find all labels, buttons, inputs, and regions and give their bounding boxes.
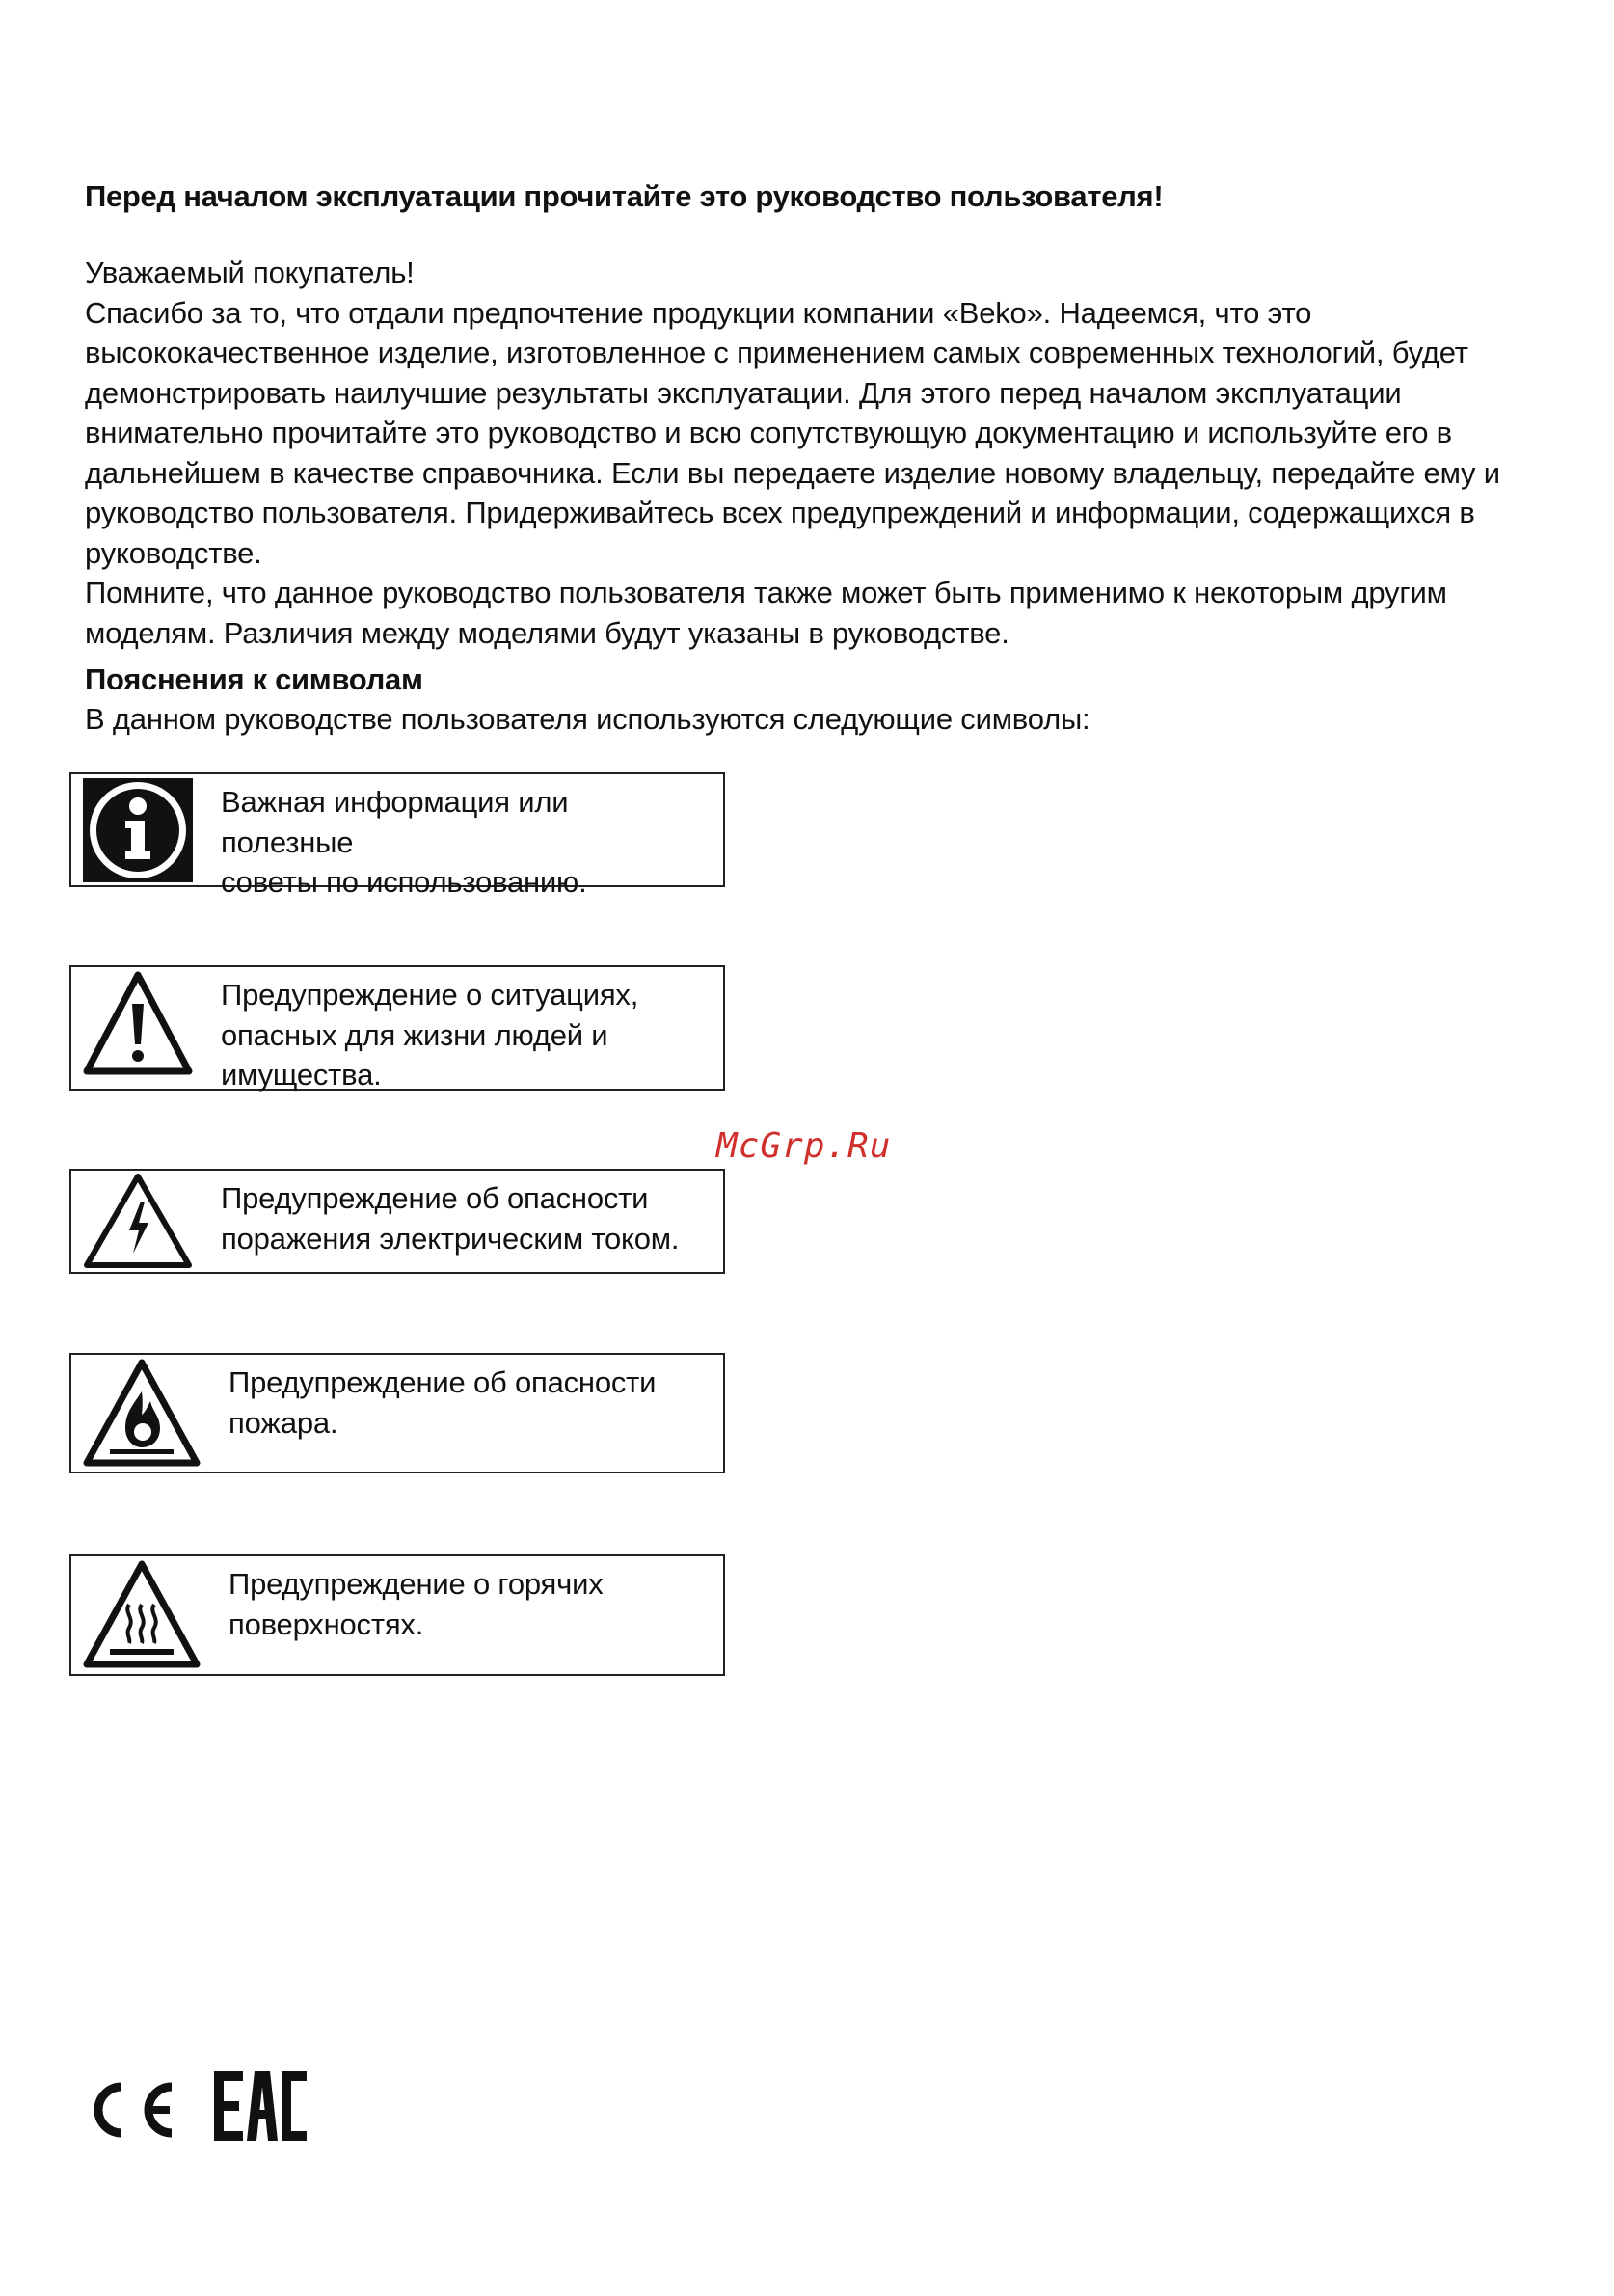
intro-paragraph-2: Помните, что данное руководство пользователя также может быть применимо к некоторым другим моделям. Различия между моделями будут указаны в руководстве.: [85, 576, 1447, 650]
greeting: Уважаемый покупатель!: [85, 256, 415, 289]
symbol-box-electric: [69, 1169, 725, 1274]
symbols-section-description: В данном руководстве пользователя используются следующие символы:: [85, 702, 1090, 736]
info-icon: [83, 778, 193, 887]
intro-section: [85, 253, 1512, 653]
symbol-text-fire: Предупреждение об опасности пожара.: [229, 1365, 657, 1440]
hot-surface-icon: [83, 1560, 201, 1675]
symbol-box-warning: [69, 965, 725, 1091]
watermark: McGrp.Ru: [716, 1126, 892, 1166]
symbol-text-electric: Предупреждение об опасности поражения электрическим током.: [221, 1181, 680, 1256]
symbol-text-info: Важная информация или полезные советы по использованию.: [221, 785, 587, 899]
electric-shock-icon: [83, 1173, 193, 1276]
symbols-section-title: Пояснения к символам: [85, 662, 423, 696]
page-heading: Перед началом эксплуатации прочитайте это руководство пользователя!: [85, 179, 1164, 213]
certification-marks: [81, 2066, 322, 2147]
symbol-box-fire: [69, 1353, 725, 1473]
intro-paragraph-1: Спасибо за то, что отдали предпочтение продукции компании «Beko». Надеемся, что это высококачественное изделие, изготовленное с применением самых современных технологий, будет демонстрировать наилучшие результаты эксплуатации. Для этого перед началом эксплуатации внимательно прочитайте это руководство и всю сопутствующую документацию и используйте его в дальнейшем в качестве справочника. Если вы передаете изделие новому владельцу, передайте ему и руководство пользователя. Придерживайтесь всех предупреждений и информации, содержащихся в руководстве.: [85, 295, 1500, 570]
symbol-text-hot-surface: Предупреждение о горячих поверхностях.: [229, 1567, 604, 1641]
ce-eac-marks-icon: [81, 2066, 322, 2143]
fire-hazard-icon: [83, 1359, 201, 1473]
symbol-text-warning: Предупреждение о ситуациях, опасных для жизни людей и имущества.: [221, 978, 639, 1092]
symbol-box-hot-surface: [69, 1554, 725, 1676]
symbol-box-info: [69, 772, 725, 899]
warning-icon: [83, 971, 193, 1084]
